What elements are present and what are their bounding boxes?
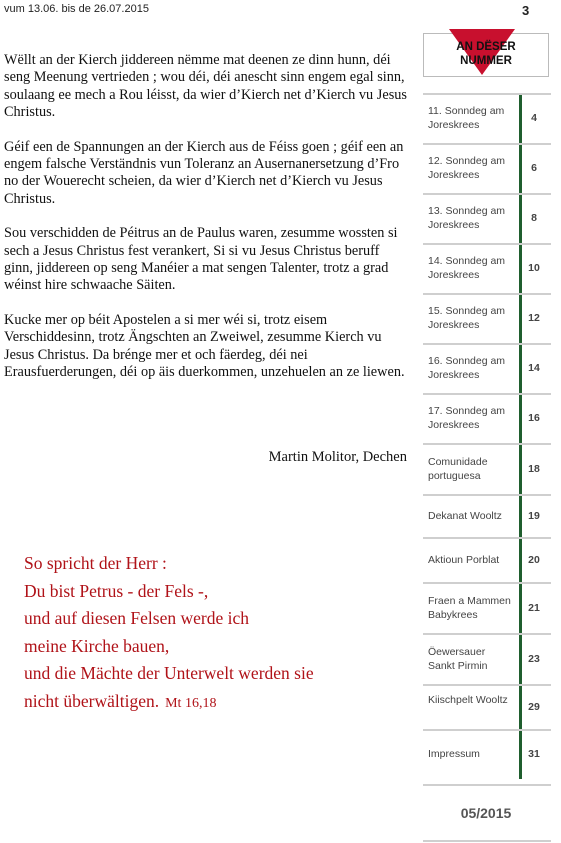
toc-title-line: AN DËSER — [456, 41, 516, 53]
paragraph: Sou verschidden de Péitrus an de Paulus waren, zesumme wossten si sech a Jesus Christus fest verankert, Si si vu Jesus Christus beruff ginn, jiddereen op seng Manéier a mat sengen Talenter, trotz a grad wéinst hire schwaache Säiten. — [4, 225, 398, 294]
toc-item[interactable] — [423, 193, 551, 243]
toc-item[interactable] — [423, 143, 551, 193]
toc-item-page: 8 — [531, 212, 537, 224]
toc-item-label: Kiischpelt Wooltz — [428, 693, 508, 706]
toc-item-page: 12 — [528, 312, 540, 324]
toc-item-label: 14. Sonndeg am Joreskrees — [428, 255, 506, 281]
toc-item[interactable] — [423, 393, 551, 443]
table-of-contents — [423, 93, 551, 779]
issue-number: 05/2015 — [460, 805, 512, 821]
quote-line: und die Mächte der Unterwelt werden sie — [24, 663, 314, 683]
toc-item-page: 19 — [528, 509, 540, 522]
toc-item[interactable] — [423, 93, 551, 143]
paragraph: Wëllt an der Kierch jiddereen nëmme mat deenen ze dinn hunn, déi seng Meenung vertrieden ; wou déi, déi anescht sinn engem egal sinn, soulaang ee mech a Rou léisst, da wier d’Kierch net d’Kierch vu Jesus Christus. — [4, 52, 407, 121]
toc-item-page: 6 — [531, 162, 537, 174]
toc-item[interactable] — [423, 537, 551, 582]
toc-item[interactable] — [423, 443, 551, 494]
toc-item-label: 12. Sonndeg am Joreskrees — [428, 155, 506, 181]
toc-item[interactable] — [423, 633, 551, 684]
toc-item-page: 16 — [528, 412, 540, 424]
issue-rule — [423, 840, 551, 842]
toc-item-label: 17. Sonndeg am Joreskrees — [428, 405, 506, 431]
quote-line: meine Kirche bauen, — [24, 635, 170, 656]
toc-item[interactable] — [423, 243, 551, 293]
toc-item-page: 20 — [528, 553, 540, 566]
author-signature: Martin Molitor, Dechen — [268, 449, 407, 465]
quote-reference: Mt 16,18 — [165, 695, 217, 711]
header-date-range: vum 13.06. bis de 26.07.2015 — [4, 3, 149, 15]
toc-item-label: 15. Sonndeg am Joreskrees — [428, 305, 506, 331]
page-number: 3 — [522, 3, 530, 18]
quote-line: nicht überwältigen. — [24, 690, 160, 711]
toc-item-page: 23 — [528, 652, 540, 665]
toc-title-line: NUMMER — [460, 55, 512, 67]
toc-item[interactable] — [423, 494, 551, 537]
toc-item-label: 16. Sonndeg am Joreskrees — [428, 355, 506, 381]
toc-item[interactable] — [423, 582, 551, 633]
toc-item-label: 13. Sonndeg am Joreskrees — [428, 205, 506, 231]
toc-item-page: 29 — [528, 700, 540, 713]
toc-item-label: Comunidade portuguesa — [428, 455, 488, 482]
article-body — [4, 52, 409, 399]
toc-item-label: 11. Sonndeg am Joreskrees — [428, 105, 505, 131]
paragraph: Kucke mer op béit Apostelen a si mer wéi si, trotz eisem Verschiddesinn, trotz Ängschten an Zweiwel, zesumme Kierch vu Jesus Christus. Da bréngе mer et och fäerdeg, déi nei Erausfuerderungen, déi op äis duerkommen, unzehuelen an ze liewen. — [4, 311, 405, 381]
toc-item-page: 21 — [528, 601, 540, 614]
toc-item-label: Dekanat Wooltz — [428, 509, 502, 522]
bible-quote — [24, 550, 414, 717]
paragraph: Géif een de Spannungen an der Kierch aus de Féiss goen ; géif een an engem falsche Verständnis vun Toleranz an Ausernanersetzung d’Fro no der Wouerecht scheien, da wier d’Kierch net d’Kierch vu Jesus Christus. — [4, 138, 404, 207]
toc-item[interactable] — [423, 684, 551, 729]
quote-last-line — [24, 688, 414, 718]
toc-item-label: Fraen a Mammen Babykrees — [428, 594, 511, 621]
quote-line: Du bist Petrus - der Fels -, — [24, 580, 209, 601]
toc-item[interactable] — [423, 293, 551, 343]
toc-item-page: 4 — [531, 112, 537, 124]
toc-bottom-rule — [423, 784, 551, 786]
toc-item-page: 14 — [528, 362, 540, 374]
toc-item-label: Aktioun Porblat — [428, 553, 500, 566]
toc-item-label: Impressum — [428, 748, 480, 760]
toc-item-page: 18 — [528, 462, 540, 475]
toc-item-page: 10 — [528, 262, 540, 274]
toc-item-page: 31 — [528, 748, 540, 760]
toc-title — [423, 40, 549, 68]
toc-item[interactable] — [423, 343, 551, 393]
toc-item[interactable] — [423, 729, 551, 779]
quote-line: So spricht der Herr : — [24, 553, 167, 573]
quote-line: und auf diesen Felsen werde ich — [24, 608, 249, 628]
toc-item-label: Öewersauer Sankt Pirmin — [428, 645, 488, 672]
